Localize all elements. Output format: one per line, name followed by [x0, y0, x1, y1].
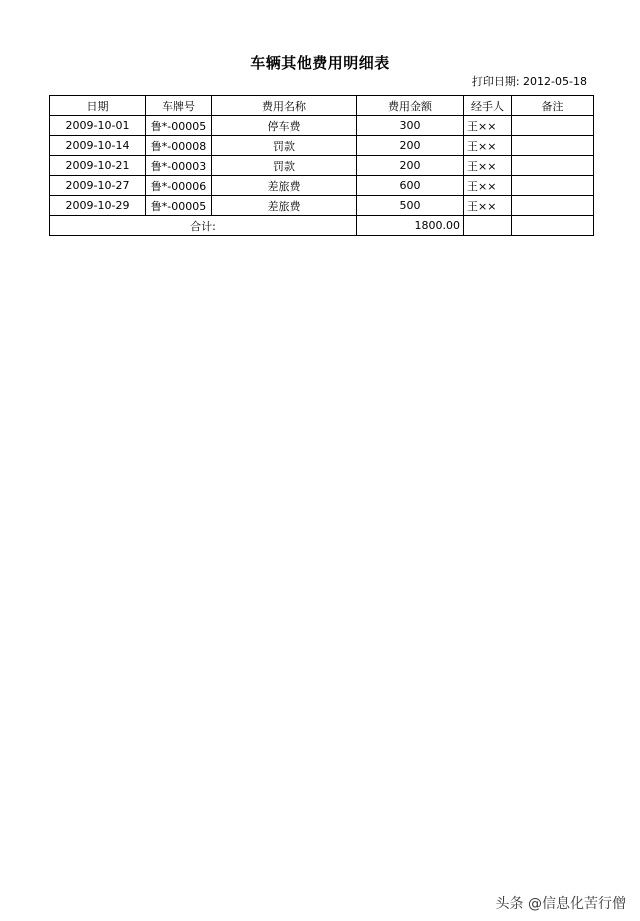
total-remark-cell	[512, 216, 594, 236]
cell-date: 2009-10-21	[50, 156, 146, 176]
table-row	[50, 176, 594, 196]
column-header-amount: 费用金额	[357, 96, 464, 116]
cell-date: 2009-10-01	[50, 116, 146, 136]
table-row	[50, 156, 594, 176]
cell-handler: 王××	[464, 136, 512, 156]
expense-table	[49, 95, 594, 236]
cell-handler: 王××	[464, 116, 512, 136]
column-header-fee-name: 费用名称	[212, 96, 357, 116]
total-label: 合计:	[50, 216, 357, 236]
cell-date: 2009-10-14	[50, 136, 146, 156]
column-header-remark: 备注	[512, 96, 594, 116]
cell-fee-name: 差旅费	[212, 176, 357, 196]
report-title: 车辆其他费用明细表	[250, 54, 390, 72]
cell-fee-name: 罚款	[212, 136, 357, 156]
cell-handler: 王××	[464, 176, 512, 196]
cell-plate: 鲁*-00006	[146, 176, 212, 196]
table-row	[50, 116, 594, 136]
cell-remark	[512, 176, 594, 196]
table-row	[50, 136, 594, 156]
column-header-plate: 车牌号	[146, 96, 212, 116]
cell-plate: 鲁*-00005	[146, 116, 212, 136]
cell-remark	[512, 196, 594, 216]
cell-amount: 200	[357, 136, 464, 156]
cell-plate: 鲁*-00003	[146, 156, 212, 176]
cell-amount: 500	[357, 196, 464, 216]
print-date: 打印日期: 2012-05-18	[471, 75, 587, 88]
cell-fee-name: 差旅费	[212, 196, 357, 216]
cell-plate: 鲁*-00008	[146, 136, 212, 156]
cell-date: 2009-10-27	[50, 176, 146, 196]
table-header-row	[50, 96, 594, 116]
cell-remark	[512, 156, 594, 176]
cell-fee-name: 罚款	[212, 156, 357, 176]
cell-amount: 200	[357, 156, 464, 176]
cell-remark	[512, 116, 594, 136]
cell-handler: 王××	[464, 156, 512, 176]
cell-date: 2009-10-29	[50, 196, 146, 216]
total-row	[50, 216, 594, 236]
cell-plate: 鲁*-00005	[146, 196, 212, 216]
table-row	[50, 196, 594, 216]
cell-amount: 600	[357, 176, 464, 196]
watermark: 头条 @信息化苦行僧	[495, 896, 626, 912]
column-header-date: 日期	[50, 96, 146, 116]
cell-amount: 300	[357, 116, 464, 136]
total-amount: 1800.00	[357, 216, 464, 236]
cell-handler: 王××	[464, 196, 512, 216]
cell-remark	[512, 136, 594, 156]
total-handler-cell	[464, 216, 512, 236]
column-header-handler: 经手人	[464, 96, 512, 116]
cell-fee-name: 停车费	[212, 116, 357, 136]
